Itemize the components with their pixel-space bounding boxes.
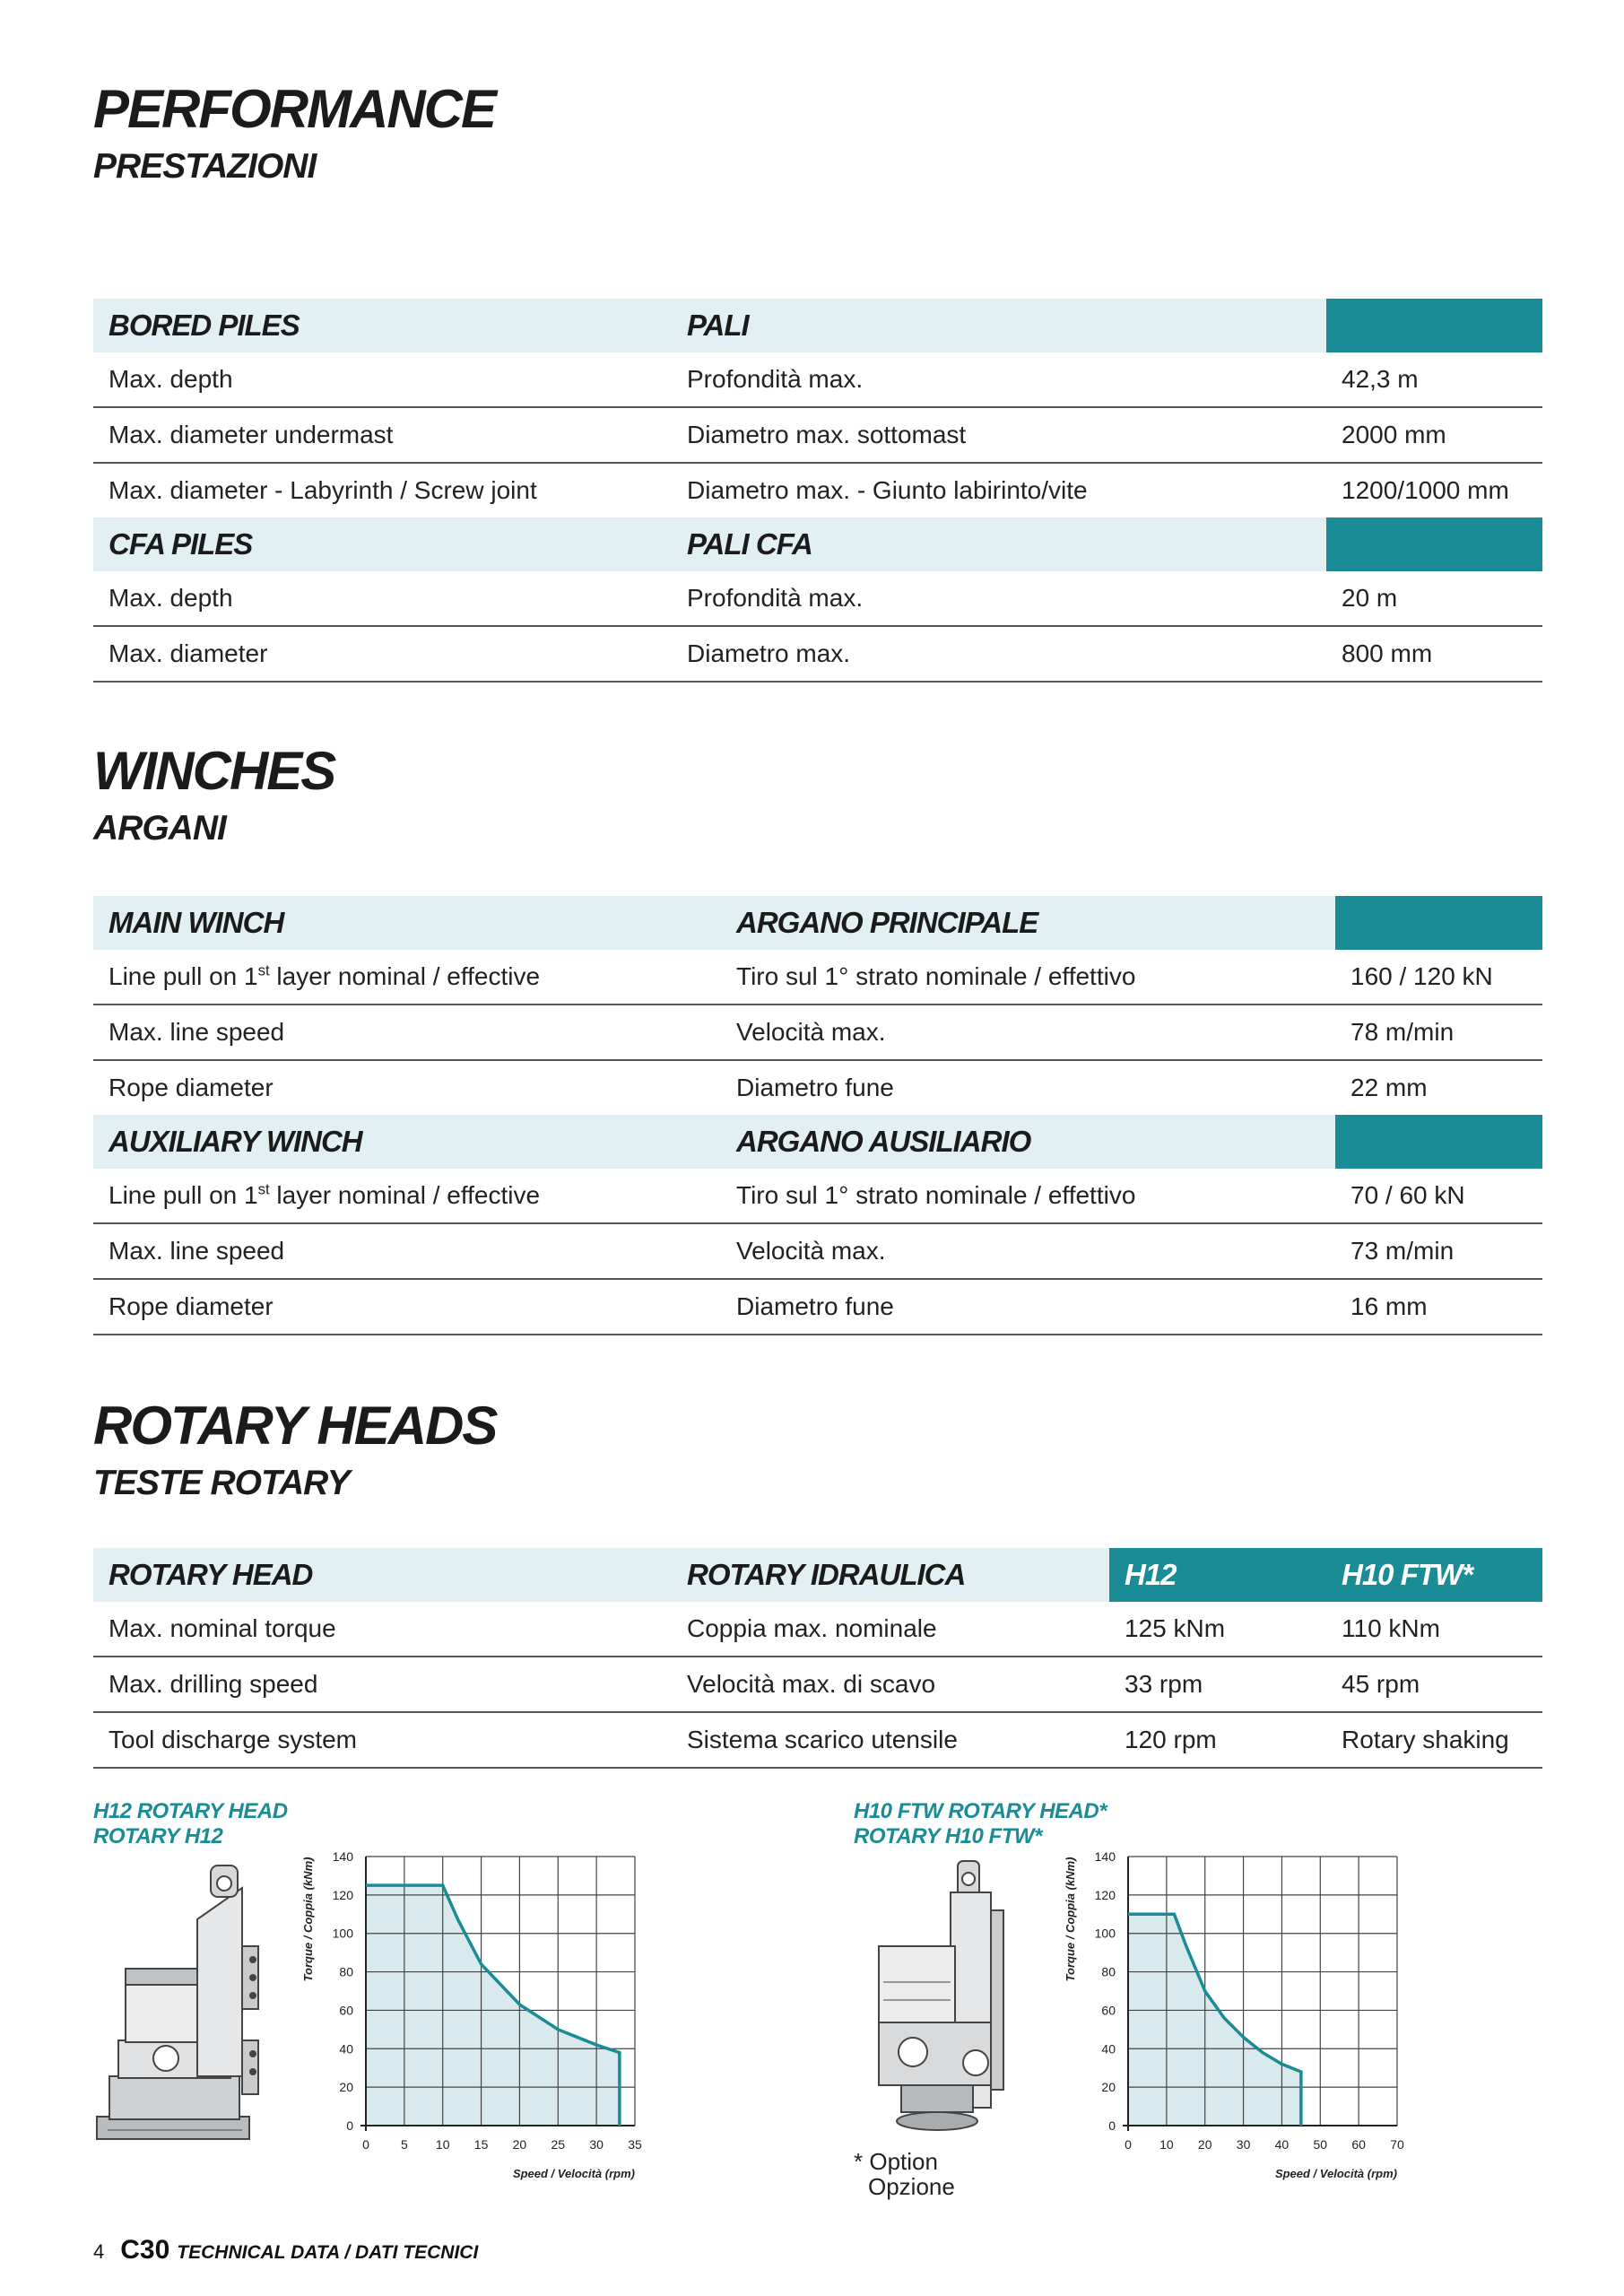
model-name: C30 <box>120 2235 170 2265</box>
x-tick-label: 20 <box>1197 2137 1212 2152</box>
row-value-h12: 33 rpm <box>1109 1657 1326 1712</box>
x-tick-label: 40 <box>1274 2137 1290 2152</box>
x-tick-label: 60 <box>1351 2137 1366 2152</box>
footer-label: TECHNICAL DATA / DATI TECNICI <box>177 2242 479 2263</box>
row-label-en: Max. line speed <box>93 1004 721 1060</box>
x-tick-label: 10 <box>1159 2137 1174 2152</box>
header-value-cell <box>1326 517 1542 571</box>
winches-subtitle: ARGANI <box>93 809 226 848</box>
table-row <box>93 1223 1542 1279</box>
h12-chart-title <box>93 1799 288 1849</box>
header-it: ROTARY IDRAULICA <box>672 1548 1109 1602</box>
x-tick-label: 15 <box>473 2137 489 2152</box>
header-h10: H10 FTW* <box>1326 1548 1542 1602</box>
row-label-it: Diametro max. - Giunto labirinto/vite <box>687 476 1088 504</box>
x-tick-label: 30 <box>589 2137 604 2152</box>
y-tick-label: 80 <box>339 1964 353 1979</box>
performance-title: PERFORMANCE <box>93 79 496 139</box>
row-value: 160 / 120 kN <box>1335 950 1542 1004</box>
header-en: BORED PILES <box>93 299 672 352</box>
header-h12: H12 <box>1109 1548 1326 1602</box>
header-it: ARGANO AUSILIARIO <box>721 1115 1335 1169</box>
rotary-section-heading <box>93 1396 497 1502</box>
row-value: 1200/1000 mm <box>1342 476 1509 504</box>
row-label-it: Tiro sul 1° strato nominale / effettivo <box>721 950 1335 1004</box>
y-tick-label: 0 <box>346 2118 353 2133</box>
x-tick-label: 35 <box>628 2137 642 2152</box>
x-tick-label: 50 <box>1313 2137 1328 2152</box>
y-tick-label: 60 <box>339 2003 353 2018</box>
curve-area <box>1128 1914 1301 2126</box>
row-label-it: Diametro max. sottomast <box>672 407 1326 463</box>
row-value: 73 m/min <box>1335 1223 1542 1279</box>
x-tick-label: 0 <box>1125 2137 1132 2152</box>
row-label-en: Max. line speed <box>93 1223 721 1279</box>
table-group-header <box>93 1115 1542 1169</box>
rotary-table <box>93 1548 1542 1769</box>
row-label-it: Velocità max. <box>721 1223 1335 1279</box>
x-tick-label: 10 <box>435 2137 450 2152</box>
row-value: 16 mm <box>1335 1279 1542 1335</box>
row-label-en: Max. diameter <box>93 626 672 682</box>
header-value-cell <box>1335 1115 1542 1169</box>
row-label-it: Sistema scarico utensile <box>672 1712 1109 1768</box>
x-tick-label: 5 <box>400 2137 408 2152</box>
header-value-cell <box>1335 896 1542 950</box>
performance-table <box>93 299 1542 683</box>
x-tick-label: 25 <box>551 2137 566 2152</box>
table-row <box>93 463 1542 517</box>
row-label-it: Profondità max. <box>672 352 1326 407</box>
y-axis-title: Torque / Coppia (kNm) <box>301 1857 315 1982</box>
y-axis-title: Torque / Coppia (kNm) <box>1064 1857 1077 1982</box>
row-value-h10: Rotary shaking <box>1326 1712 1542 1768</box>
table-row <box>93 1279 1542 1335</box>
winches-section-heading <box>93 741 335 848</box>
x-axis-title: Speed / Velocità (rpm) <box>512 2167 635 2180</box>
winches-table <box>93 896 1542 1335</box>
table-row <box>93 1169 1542 1223</box>
table-row <box>93 1004 1542 1060</box>
row-value: 800 mm <box>1326 626 1542 682</box>
row-value-h10: 110 kNm <box>1326 1602 1542 1657</box>
row-value-h10: 45 rpm <box>1326 1657 1542 1712</box>
row-label-en: Max. diameter - Labyrinth / Screw joint <box>109 476 537 504</box>
row-label-en: Max. depth <box>93 352 672 407</box>
h10-torque-speed-chart <box>1058 1830 1435 2206</box>
y-tick-label: 0 <box>1108 2118 1116 2133</box>
table-row <box>93 626 1542 682</box>
header-en: MAIN WINCH <box>93 896 721 950</box>
performance-section-heading <box>93 79 496 186</box>
row-label-it: Profondità max. <box>672 571 1326 626</box>
h12-torque-speed-chart <box>296 1830 673 2206</box>
table-group-header <box>93 1548 1542 1602</box>
y-tick-label: 40 <box>1101 2041 1116 2057</box>
header-it: ARGANO PRINCIPALE <box>721 896 1335 950</box>
table-row <box>93 1712 1542 1768</box>
table-row <box>93 352 1542 407</box>
row-label-it: Velocità max. di scavo <box>672 1657 1109 1712</box>
h12-title-it: ROTARY H12 <box>93 1824 223 1848</box>
row-label-it: Tiro sul 1° strato nominale / effettivo <box>721 1169 1335 1223</box>
h12-rotary-head-illustration <box>90 1861 287 2148</box>
row-value: 20 m <box>1326 571 1542 626</box>
row-value: 42,3 m <box>1326 352 1542 407</box>
header-en: AUXILIARY WINCH <box>93 1115 721 1169</box>
row-label-en: Max. diameter undermast <box>93 407 672 463</box>
y-tick-label: 60 <box>1101 2003 1116 2018</box>
h10-title-it: ROTARY H10 FTW* <box>854 1824 1042 1848</box>
row-value-h12: 125 kNm <box>1109 1602 1326 1657</box>
row-value: 22 mm <box>1350 1074 1428 1101</box>
row-label-en: Line pull on 1st layer nominal / effective <box>93 950 721 1004</box>
y-tick-label: 20 <box>1101 2080 1116 2095</box>
table-row <box>93 571 1542 626</box>
x-tick-label: 70 <box>1390 2137 1404 2152</box>
y-tick-label: 100 <box>1094 1926 1116 1941</box>
x-tick-label: 30 <box>1236 2137 1251 2152</box>
rotary-title: ROTARY HEADS <box>93 1396 497 1456</box>
y-tick-label: 140 <box>1094 1849 1116 1864</box>
header-it: PALI CFA <box>672 517 1326 571</box>
row-value-h12: 120 rpm <box>1109 1712 1326 1768</box>
header-value-cell <box>1326 299 1542 352</box>
option-note <box>854 2149 955 2199</box>
y-tick-label: 40 <box>339 2041 353 2057</box>
y-tick-label: 120 <box>332 1887 353 1902</box>
table-row <box>93 1602 1542 1657</box>
row-label-en: Tool discharge system <box>93 1712 672 1768</box>
row-label-it: Diametro max. <box>672 626 1326 682</box>
row-label-en: Line pull on 1st layer nominal / effective <box>93 1169 721 1223</box>
table-row <box>93 407 1542 463</box>
header-it: PALI <box>672 299 1326 352</box>
row-label-en: Rope diameter <box>93 1279 721 1335</box>
h10-title-en: H10 FTW ROTARY HEAD* <box>854 1799 1107 1823</box>
h12-title-en: H12 ROTARY HEAD <box>93 1799 288 1823</box>
page-footer <box>93 2235 478 2266</box>
x-tick-label: 20 <box>512 2137 527 2152</box>
table-row <box>93 1060 1542 1115</box>
row-label-it: Velocità max. <box>721 1004 1335 1060</box>
row-value: 2000 mm <box>1326 407 1542 463</box>
row-label-en: Max. depth <box>93 571 672 626</box>
table-group-header <box>93 896 1542 950</box>
table-row <box>93 950 1542 1004</box>
table-group-header <box>93 299 1542 352</box>
row-label-it: Coppia max. nominale <box>672 1602 1109 1657</box>
option-note-it: Opzione <box>868 2173 955 2200</box>
x-tick-label: 0 <box>362 2137 369 2152</box>
winches-title: WINCHES <box>93 741 335 801</box>
row-label-it: Diametro fune <box>721 1279 1335 1335</box>
h10-rotary-head-illustration <box>861 1857 1040 2144</box>
header-en: CFA PILES <box>93 517 672 571</box>
row-value: 70 / 60 kN <box>1335 1169 1542 1223</box>
x-axis-title: Speed / Velocità (rpm) <box>1274 2167 1397 2180</box>
row-value: 78 m/min <box>1335 1004 1542 1060</box>
y-tick-label: 140 <box>332 1849 353 1864</box>
row-label-it: Diametro fune <box>736 1074 894 1101</box>
header-en: ROTARY HEAD <box>93 1548 672 1602</box>
rotary-subtitle: TESTE ROTARY <box>93 1464 350 1502</box>
page-number: 4 <box>93 2240 105 2263</box>
table-row <box>93 1657 1542 1712</box>
table-group-header <box>93 517 1542 571</box>
option-note-en: * Option <box>854 2148 938 2175</box>
row-label-en: Max. nominal torque <box>93 1602 672 1657</box>
y-tick-label: 80 <box>1101 1964 1116 1979</box>
y-tick-label: 100 <box>332 1926 353 1941</box>
y-tick-label: 120 <box>1094 1887 1116 1902</box>
row-label-en: Max. drilling speed <box>93 1657 672 1712</box>
y-tick-label: 20 <box>339 2080 353 2095</box>
performance-subtitle: PRESTAZIONI <box>93 147 317 186</box>
row-label-en: Rope diameter <box>109 1074 274 1101</box>
